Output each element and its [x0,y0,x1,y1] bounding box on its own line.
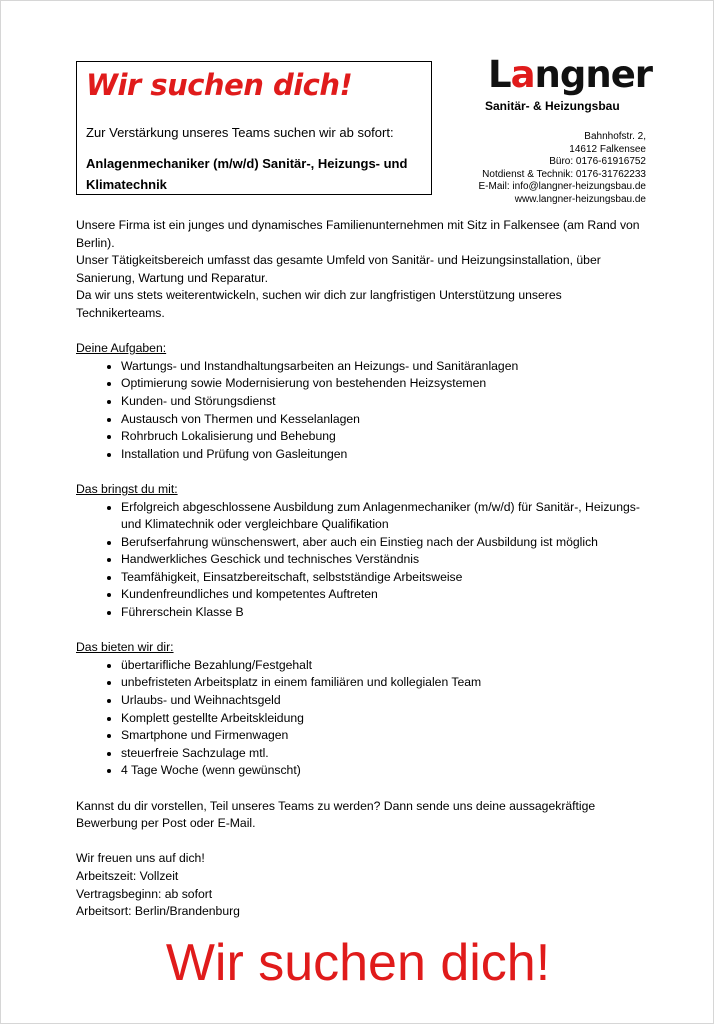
intro-sentence-1: Unsere Firma ist ein junges und dynamisches Familienunternehmen mit Sitz in Falkensee (am Rand von Berlin). [76,218,640,250]
work-time: Arbeitszeit: Vollzeit [76,868,179,883]
emergency-phone: Notdienst & Technik: 0176-31762233 [482,168,646,180]
list-item: • 4 Tage Woche (wenn gewünscht) [121,762,646,780]
list-item: • Installation und Prüfung von Gasleitungen [121,446,646,464]
list-item: • Urlaubs- und Weihnachtsgeld [121,692,646,710]
headline-intro: Zur Verstärkung unseres Teams suchen wir ab sofort: [86,125,394,140]
company-tagline: Sanitär- & Heizungsbau [485,99,620,113]
office-phone: Büro: 0176-61916752 [549,156,646,168]
list-item: • Austausch von Thermen und Kesselanlagen [121,411,646,429]
list-item: • Komplett gestellte Arbeitskleidung [121,710,646,728]
call-to-action: Kannst du dir vorstellen, Teil unseres Teams zu werden? Dann sende uns deine aussagekräftige Bewerbung per Post oder E-Mail. [76,798,596,831]
list-item: • steuerfreie Sachzulage mtl. [121,745,646,763]
logo-prefix: L [488,53,511,96]
list-item: • Rohrbruch Lokalisierung und Behebung [121,428,646,446]
list-item: • Kundenfreundliches und kompetentes Auftreten [121,586,646,604]
list-item: • Kunden- und Störungsdienst [121,393,646,411]
contract-start: Vertragsbeginn: ab sofort [76,886,213,901]
address-street: Bahnhofstr. 2, [584,131,646,142]
intro-sentence-3: Da wir uns stets weiterentwickeln, suchen wir dich zur langfristigen Unterstützung unseres Technikerteams. [76,288,562,320]
company-logo [488,53,652,96]
requirements-heading: Das bringst du mit: [76,481,178,496]
list-item: • Handwerkliches Geschick und technisches Verständnis [121,551,646,569]
list-item: • übertarifliche Bezahlung/Festgehalt [121,657,646,675]
list-item: • Teamfähigkeit, Einsatzbereitschaft, selbstständige Arbeitsweise [121,569,646,587]
list-item: • Erfolgreich abgeschlossene Ausbildung zum Anlagenmechaniker (m/w/d) für Sanitär-, Heizungs- und Klimatechnik oder vergleichbare Qualifikation [121,499,646,534]
contact-block [431,131,646,207]
bottom-headline: Wir suchen dich! [165,934,551,992]
intro-sentence-2: Unser Tätigkeitsbereich umfasst das gesamte Umfeld von Sanitär- und Heizungsinstallation, über Sanierung, Wartung und Reparatur. [76,253,601,285]
address-city: 14612 Falkensee [569,143,646,155]
list-item: • Führerschein Klasse B [121,604,646,622]
contact-email: E-Mail: info@langner-heizungsbau.de [478,181,646,193]
logo-accent-letter: a [510,53,535,96]
tasks-heading: Deine Aufgaben: [76,341,167,356]
logo-suffix: ngner [534,53,653,96]
benefits-list [76,657,646,780]
list-item: • Wartungs- und Instandhaltungsarbeiten an Heizungs- und Sanitäranlagen [121,358,646,376]
position-title: Anlagenmechaniker (m/w/d) Sanitär-, Heizungs- und Klimatechnik [86,156,408,192]
list-item: • Smartphone und Firmenwagen [121,727,646,745]
list-item: • Optimierung sowie Modernisierung von bestehenden Heizsystemen [121,375,646,393]
list-item: • unbefristeten Arbeitsplatz in einem familiären und kollegialen Team [121,674,646,692]
posting-body [76,217,646,921]
contact-website: www.langner-heizungsbau.de [514,193,646,205]
tasks-list [76,358,646,464]
benefits-heading: Das bieten wir dir: [76,640,174,655]
headline-title: Wir suchen dich! [86,68,353,102]
requirements-list [76,499,646,622]
work-location: Arbeitsort: Berlin/Brandenburg [76,904,240,919]
closing-greeting: Wir freuen uns auf dich! [76,851,205,866]
list-item: • Berufserfahrung wünschenswert, aber auch ein Einstieg nach der Ausbildung ist möglich [121,534,646,552]
headline-box [76,61,432,195]
